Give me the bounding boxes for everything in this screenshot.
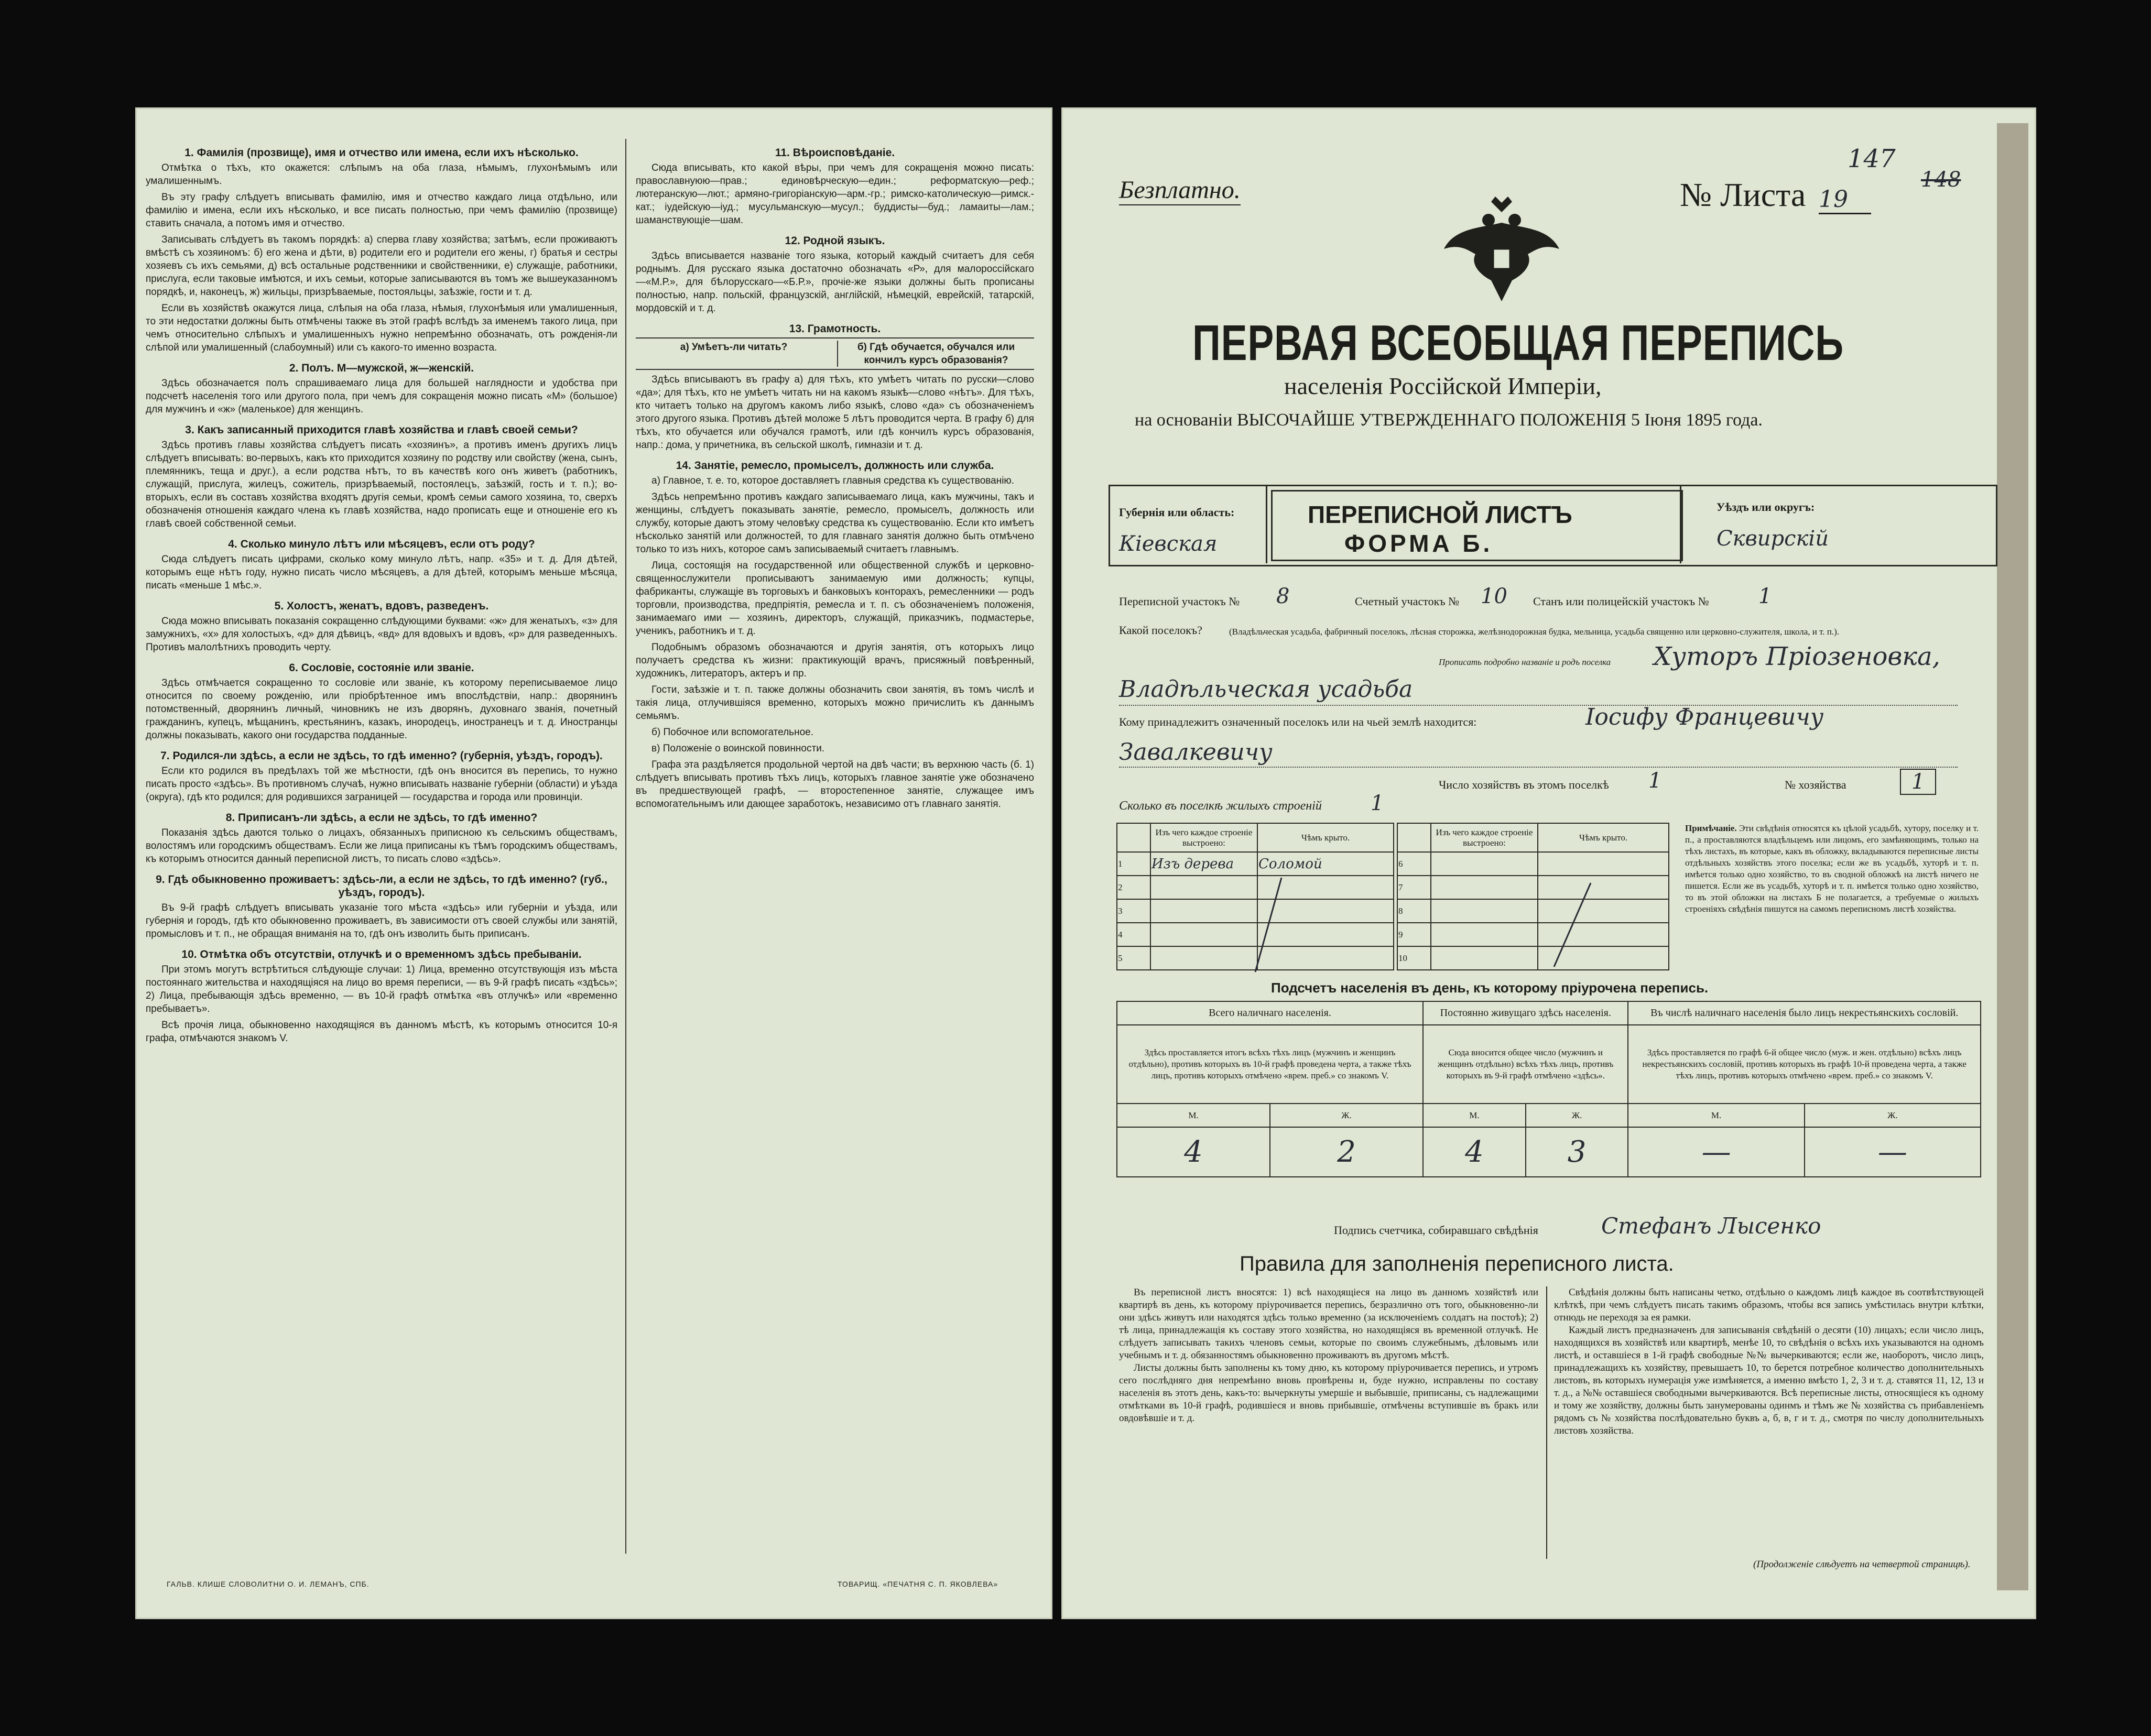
poselok-hint: (Владѣльческая усадьба, фабричный поселокъ, лѣсная сторожка, желѣзнодорожная будка, мельница, усадьба священно или церковно-служителя, школа, и т. п.).: [1229, 627, 1840, 637]
col1-text-3: Если въ хозяйствѣ окажутся лица, слѣпыя на оба глаза, нѣмыя, глухонѣмыя или умалишенныя, то эти недостатки должны быть отмѣчены также въ этой графѣ вслѣдъ за именемъ такого лица, при чемъ относительно слѣпыхъ и умалишенныхъ нужно непремѣнно обозначать, отъ рожденія-ли слѣпой или умалишенный (слабоумный) или съ какого-то именно возраста.: [146, 303, 617, 353]
uchastok-value: 8: [1276, 584, 1290, 608]
household-number-label: № хозяйства: [1785, 778, 1846, 791]
section-4-heading: 4. Сколько минуло лѣтъ или мѣсяцевъ, если отъ роду?: [228, 538, 535, 550]
row-number: 9: [1397, 923, 1431, 946]
col2-text2-5: б) Побочное или вспомогательное.: [651, 727, 813, 738]
schet-value: 10: [1481, 584, 1507, 608]
total-present-desc: Здѣсь проставляется итогъ всѣхъ тѣхъ лицъ (мужчинъ и женщинъ отдѣльно), противъ которыхъ въ 10-й графѣ проведена черта, а также тѣхъ лицъ, противъ которыхъ отмѣчено «врем. преб.» со знакомъ V.: [1117, 1025, 1423, 1104]
row-number: 5: [1117, 946, 1150, 970]
sex-male: М.: [1423, 1104, 1526, 1127]
col2-text2-1: Здѣсь непремѣнно противъ каждаго записываемаго лица, какъ мужчины, такъ и женщины, слѣдуетъ показывать занятіе, ремесло, промыселъ, должность или службу, которые даютъ этому человѣку средства къ существованію. Если кто имѣетъ нѣсколько занятій или должностей, то для главнаго занятія должно быть отмѣчено только то изъ нихъ, которое самъ записываемый считаетъ главнымъ.: [636, 492, 1034, 555]
section-8-heading: 8. Приписанъ-ли здѣсь, а если не здѣсь, то гдѣ именно?: [225, 812, 538, 824]
dotted-line: [1119, 705, 1958, 706]
uezd-label: Уѣздъ или округъ:: [1717, 500, 1815, 514]
count-title: Подсчетъ населенія въ день, къ которому пріурочена перепись.: [1271, 980, 1709, 996]
non-peasant-header: Въ числѣ наличнаго населенія было лицъ некрестьянскихъ сословій.: [1628, 1001, 1981, 1025]
form-subtitle: ФОРМА Б.: [1344, 530, 1493, 557]
sex-male: М.: [1628, 1104, 1804, 1127]
gubernia-value: Кіевская: [1119, 532, 1218, 556]
row-number: 8: [1397, 899, 1431, 923]
col2-text2-3: Подобнымъ образомъ обозначаются и другія занятія, отъ которыхъ лицо получаетъ средства къ жизни: практикующій врачъ, присяжный повѣренный, художникъ, литераторъ, актеръ и пр.: [636, 642, 1034, 679]
population-count-table: [1116, 1001, 1981, 1177]
section-6-heading: 6. Сословіе, состояніе или званіе.: [289, 662, 474, 674]
poselok-value-line1: Хуторъ Пріозеновка,: [1654, 642, 1940, 671]
rules-right-1: Каждый листъ предназначенъ для записыванія свѣдѣній о десяти (10) лицахъ; если число лицъ, находящихся въ хозяйствѣ или квартирѣ, менѣе 10, то свѣдѣнія о всѣхъ ихъ указываются на одномъ листѣ, и оставшіеся в 1-й графѣ свободные №№ вычеркиваются; если же, наоборотъ, число лицъ, принадлежащихъ къ хозяйству, превышаетъ 10, то берется потребное количество дополнительныхъ листовъ, въ которыхъ нумерація уже измѣняется, а именно вмѣсто 1, 2, 3 и т. д. ставятся 11, 12, 13 и т. д., а №№ оставшіеся свободными вычеркиваются. Всѣ переписные листы, относящіеся къ одному и тому же хозяйству, должны быть занумерованы одинмъ и тѣмъ же № хозяйства съ прибавленіемъ рядомъ съ № хозяйства послѣдовательно буквъ а, б, в, г и т. д., смотря по числу дополнительныхъ листовъ хозяйства.: [1554, 1325, 1984, 1436]
free-label: Безплатно.: [1119, 176, 1241, 205]
rules-left-0: Въ переписной листъ вносятся: 1) всѣ находящіеся на лицо въ данномъ хозяйствѣ или квартирѣ въ день, къ которому пріурочивается перепись, безразлично отъ того, обыкновенно-ли они здѣсь живутъ или находятся здѣсь только временно (за исключеніемъ солдатъ на постоѣ); 2) тѣ лица, принадлежащія къ составу этого хозяйства, но находящіяся въ временной отлучкѣ. Не слѣдуетъ записывать такихъ членовъ семьи, которые по своимъ служебнымъ, дѣловымъ или учебнымъ и т. д. обязанностямъ обыкновенно проживаютъ въ другомъ мѣстѣ.: [1119, 1287, 1538, 1361]
owner-label: Кому принадлежитъ означенный поселокъ или на чьей землѣ находится:: [1119, 715, 1477, 728]
left-page: [135, 107, 1052, 1619]
section-10-heading: 10. Отмѣтка объ отсутствіи, отлучкѣ и о временномъ здѣсь пребываніи.: [181, 948, 582, 960]
owner-value-line2: Завалкевичу: [1119, 739, 1273, 766]
dwellings-label: Сколько въ поселкѣ жилыхъ строеній: [1119, 799, 1322, 813]
section-11-text: Сюда вписывать, кто какой вѣры, при чемъ для сокращенія можно писать: православнуюю—прав.; единовѣрческую—един.; реформатскую—реф.; лютеранскую—лют.; армяно-григоріанскую—арм.-гр.; римско-католическую—римск.-кат.; іудейскую—іуд.; мусульманскую—мусул.; буддисты—буд.; ламаиты—лам.; шаманствующіе—шам.: [636, 162, 1034, 226]
total-present-header: Всего наличнаго населенія.: [1117, 1001, 1423, 1025]
col1-text-1: Въ эту графу слѣдуетъ вписывать фамилію, имя и отчество каждаго лица отдѣльно, или фамилію и имена, если ихъ нѣсколько, и все писать полностью, при чемъ фамилію (прозвище) ставить сначала, а потомъ имя и отчество.: [146, 192, 617, 229]
row-number: 2: [1117, 876, 1150, 899]
corner-mark: 148: [1921, 168, 1961, 192]
uchastok-label: Переписной участокъ №: [1119, 595, 1240, 608]
census-decree: на основаніи ВЫСОЧАЙШЕ УТВЕРЖДЕННАГО ПОЛОЖЕНІЯ 5 Іюня 1895 года.: [1135, 410, 1763, 430]
col2-text2-7: Графа эта раздѣляется продольной чертой на двѣ части; въ верхнюю часть (б. 1) слѣдуетъ вписывать противъ тѣхъ лицъ, которыхъ главное занятіе уже обозначено въ предшествующей графѣ, — второстепенное занятіе, служащее имъ вспомогательнымъ или дающее заработокъ, независимо отъ главнаго занятія.: [636, 759, 1034, 810]
roof-header: Чѣмъ крыто.: [1257, 823, 1394, 852]
row-number: 1: [1117, 852, 1150, 876]
stan-value: 1: [1758, 584, 1772, 608]
section-5-text: Сюда можно вписывать показанія сокращенно слѣдующими буквами: «ж» для женатыхъ, «з» для замужнихъ, «х» для холостыхъ, «д» для дѣвицъ, «вд» для вдовыхъ и вдовъ, «р» для разведенныхъ. Противъ малолѣтнихъ проводить черту.: [146, 616, 617, 653]
section-13-heading: 13. Грамотность.: [789, 323, 881, 335]
section-4-text: Сюда слѣдуетъ писать цифрами, сколько кому минуло лѣтъ, напр. «35» и т. д. Для дѣтей, которымъ еще нѣтъ году, нужно писать число мѣсяцевъ, а для дѣтей, которымъ меньше мѣсяца, писать «меньше 1 мѣс.».: [146, 554, 617, 591]
sex-male: М.: [1117, 1104, 1270, 1127]
household-number-value: 1: [1900, 769, 1936, 795]
right-page: [1061, 107, 2036, 1619]
poselok-value-line2: Владѣльческая усадьба: [1119, 676, 1413, 703]
non-peasant-desc: Здѣсь проставляется по графѣ 6-й общее число (муж. и жен. отдѣльно) всѣхъ лицъ некрестьянскихъ сословій, противъ которыхъ въ графѣ 10-й проведена черта, а также тѣхъ лицъ, противъ которыхъ отмѣчено «врем. преб.» со знакомъ V.: [1628, 1025, 1981, 1104]
section-14-heading: 14. Занятіе, ремесло, промыселъ, должность или служба.: [676, 460, 994, 472]
row-number: 6: [1397, 852, 1431, 876]
section-3-text: Здѣсь противъ главы хозяйства слѣдуетъ писать «хозяинъ», а противъ именъ другихъ лицъ слѣдуетъ вписывать: во-первыхъ, какъ кто приходится хозяину по родству или свойству (жена, сынъ, племянникъ, теща и друг.), а если родства нѣтъ, то въ качествѣ кого онъ живетъ (работникъ, служащій, прислуга, жилецъ, сожитель, призрѣваемый, постоялецъ, заѣзжій, гость и т. п.); во-вторыхъ, если въ составъ хозяйства входятъ другія семьи, кромѣ семьи самого хозяина, то, сверхъ обозначенія отношенія каждаго члена къ главѣ хозяйства, надо прописать еще и отношеніе его къ главѣ своей собственной семьи.: [146, 440, 617, 529]
permanent-header: Постоянно живущаго здѣсь населенія.: [1423, 1001, 1628, 1025]
count-value: —: [1805, 1127, 1981, 1177]
census-subtitle: населенія Россійской Имперіи,: [1284, 373, 1602, 399]
households-value: 1: [1648, 769, 1662, 793]
double-headed-eagle-icon: [1439, 191, 1565, 312]
material-header: Изъ чего каждое строеніе выстроено:: [1431, 823, 1538, 852]
stan-label: Станъ или полицейскій участокъ №: [1533, 595, 1709, 608]
section-7-heading: 7. Родился-ли здѣсь, а если не здѣсь, то гдѣ именно? (губернія, уѣздъ, городъ).: [160, 750, 603, 762]
gubernia-label: Губернія или область:: [1119, 506, 1235, 519]
left-column: [146, 139, 617, 1048]
col2-text2-2: Лица, состоящія на государственной или общественной службѣ и церковно-священнослужители прописываютъ занимаемую ими должность; купцы, фабриканты, служащіе въ торговыхъ и банковыхъ конторахъ, ремесленники — родъ торговли, производства, предпріятія, ремесла и т. п. съ обозначеніемъ положенія, занимаемаго ими — хозяинъ, директоръ, служащій, приказчикъ, подмастерье, ученикъ, работникъ и т. д.: [636, 560, 1034, 637]
sheet-number-label: № Листа: [1680, 176, 1806, 213]
literacy-b: б) Гдѣ обучается, обучался или кончилъ курсъ образованія?: [837, 341, 1034, 367]
col2-text2-4: Гости, заѣзжіе и т. п. также должны обозначить свои занятія, въ томъ числѣ и такія лица, отлучившіяся временно, которыхъ можно причислить къ даннымъ семьямъ.: [636, 684, 1034, 722]
note-title: Примѣчаніе.: [1685, 823, 1737, 833]
material-cell: Изъ дерева: [1150, 852, 1257, 876]
material-header: Изъ чего каждое строеніе выстроено:: [1150, 823, 1257, 852]
count-value: 2: [1270, 1127, 1423, 1177]
section-7-text: Если кто родился въ предѣлахъ той же мѣстности, гдѣ онъ вносится въ перепись, то нужно писать просто «здѣсь». Въ противномъ случаѣ, нужно вписывать названіе губерніи (области) и уѣзда (округа), гдѣ кто родился; для родившихся заграницей — государства и города или провинціи.: [146, 766, 617, 803]
strike-lines: [1177, 867, 1648, 977]
col2-text-0: Здѣсь вписываютъ въ графу а) для тѣхъ, кто умѣетъ читать по русски—слово «да»; для тѣхъ, кто не умѣетъ читать ни на какомъ языкѣ—слово «нѣтъ». Для тѣхъ, кто читаетъ только на другомъ какомъ либо языкѣ, слово «да» съ обозначеніемъ этого другого языка. Противъ дѣтей моложе 5 лѣтъ проводится черта. В графу б) для тѣхъ, кто обучается или обучался грамотѣ, или гдѣ кончилъ курсъ образованія, напр.: дома, у причетника, въ сельской школѣ, гимназіи и т. д.: [636, 374, 1034, 451]
section-2-text: Здѣсь обозначается полъ спрашиваемаго лица для большей наглядности и удобства при подсчетѣ населенія того или другого пола, при чемъ для сокращенія можно писать «М» (большое) для мужчинъ и «ж» (маленькое) для женщинъ.: [146, 378, 617, 415]
poselok-instruction: Прописать подробно названіе и родъ поселка: [1439, 657, 1611, 667]
imprint-left: ГАЛЬВ. КЛИШЕ СЛОВОЛИТНИ О. И. ЛЕМАНЪ, СПБ.: [167, 1580, 370, 1588]
owner-value-line1: Іосифу Францевичу: [1585, 704, 1824, 730]
section-3-heading: 3. Какъ записанный приходится главѣ хозяйства и главѣ своей семьи?: [185, 424, 578, 436]
literacy-subheads: [636, 337, 1034, 370]
row-number: 4: [1117, 923, 1150, 946]
column-divider: [625, 139, 626, 1554]
signature-value: Стефанъ Лысенко: [1601, 1213, 1821, 1239]
form-title: ПЕРЕПИСНОЙ ЛИСТЪ: [1308, 501, 1572, 528]
section-12-text: Здѣсь вписывается названіе того языка, который каждый считаетъ для себя роднымъ. Для русскаго языка достаточно обозначать «Р», для малороссійскаго—«М.Р.», для бѣлорусскаго—«Б.Р.», прочіе-же языки должны быть прописаны полностью, напр. польскій, французскій, англійскій, нѣмецкій, еврейскій, татарскій, мордовскій и т. д.: [636, 250, 1034, 314]
section-5-heading: 5. Холостъ, женатъ, вдовъ, разведенъ.: [274, 600, 489, 612]
col1-text-2: Записывать слѣдуетъ въ такомъ порядкѣ: а) сперва главу хозяйства; затѣмъ, если проживаютъ вмѣстѣ съ хозяиномъ: б) его жена и дѣти, в) родители его и родители его жены, г) братья и сестры хозяевъ съ ихъ семьями, д) всѣ остальные родственники и свойственники, е) служащіе, работники, прислуга, если таковые имѣются, и ихъ семьи, которые записываются въ томъ же вышеуказанномъ порядкѣ, и, наконецъ, ж) жильцы, призрѣваемые, постояльцы, заѣзжіе, гости и т. д.: [146, 234, 617, 298]
poselok-label: Какой поселокъ?: [1119, 624, 1202, 637]
sex-female: Ж.: [1805, 1104, 1981, 1127]
rules-title: Правила для заполненія переписного листа.: [1240, 1252, 1674, 1275]
section-6-text: Здѣсь отмѣчается сокращенно то сословіе или званіе, къ которому переписываемое лицо относится по своему рожденію, или пріобрѣтенное имъ впослѣдствіи, напр.: дворянинъ потомственный, дворянинъ личный, чиновникъ не изъ дворянъ, духовнаго званія, почетный гражданинъ, купецъ, мѣщанинъ, крестьянинъ, казакъ, инородецъ, иностранецъ и т. д. Иностранцы должны показывать, какого они государства подданные.: [146, 678, 617, 741]
col1-text-0: Отмѣтка о тѣхъ, кто окажется: слѣпымъ на оба глаза, нѣмымъ, глухонѣмымъ или умалишеннымъ.: [146, 162, 617, 187]
census-title: ПЕРВАЯ ВСЕОБЩАЯ ПЕРЕПИСЬ: [1192, 315, 1844, 371]
buildings-note: [1685, 823, 1979, 915]
permanent-desc: Сюда вносится общее число (мужчинъ и женщинъ отдѣльно) всѣхъ тѣхъ лицъ, противъ которыхъ въ 9-й графѣ отмѣчено «здѣсь».: [1423, 1025, 1628, 1104]
row-number: 10: [1397, 946, 1431, 970]
rules-left-column: [1119, 1286, 1538, 1425]
col2-text2-6: в) Положеніе о воинской повинности.: [651, 743, 825, 754]
rules-left-1: Листы должны быть заполнены къ тому дню, къ которому пріурочивается перепись, и утромъ сего послѣдняго дня непремѣнно вновь провѣрены и, буде нужно, исправлены по составу населенія въ этотъ день, какъ-то: вычеркнуты умершіе и выбывшіе, приписаны, съ надлежащими отмѣтками въ 10-й графѣ, родившіеся и вновь прибывшіе, отмѣчены вступившіе въ бракъ или овдовѣвшіе и т. д.: [1119, 1362, 1538, 1424]
rules-divider: [1546, 1286, 1547, 1559]
imprint-right: ТОВАРИЩ. «ПЕЧАТНЯ С. П. ЯКОВЛЕВА»: [838, 1580, 998, 1588]
sex-female: Ж.: [1526, 1104, 1628, 1127]
corner-page-number: 147: [1848, 144, 1896, 173]
roof-header: Чѣмъ крыто.: [1538, 823, 1669, 852]
section-8-text: Показанія здѣсь даются только о лицахъ, обязанныхъ приписною къ сельскимъ обществамъ, волостямъ или городскимъ обществамъ. Если же лица приписаны къ тѣмъ городскимъ обществамъ, къ которымъ относится данный переписной листъ, то писать слово «здѣсь».: [146, 827, 617, 865]
rules-right-0: Свѣдѣнія должны быть написаны четко, отдѣльно о каждомъ лицѣ каждое въ соотвѣтствующей клѣткѣ, при чемъ слѣдуетъ писать такимъ образомъ, чтобы вся запись умѣстилась внутри клѣтки, отнюдь не переходя за ея рамки.: [1554, 1287, 1984, 1323]
dotted-line: [1119, 767, 1958, 768]
section-9-heading: 9. Гдѣ обыкновенно проживаетъ: здѣсь-ли, а если не здѣсь, то гдѣ именно? (губ., уѣздъ, городъ).: [156, 874, 607, 899]
row-number: 7: [1397, 876, 1431, 899]
section-11-heading: 11. Вѣроисповѣданіе.: [775, 147, 895, 159]
roof-cell: Соломой: [1257, 852, 1394, 876]
signature-label: Подпись счетчика, собиравшаго свѣдѣнія: [1334, 1224, 1538, 1237]
count-value: —: [1628, 1127, 1804, 1177]
households-label: Число хозяйствъ въ этомъ поселкѣ: [1439, 778, 1609, 791]
uezd-value: Сквирскій: [1717, 527, 1829, 551]
sheet-number-value: 19: [1819, 186, 1871, 214]
note-text: Эти свѣдѣнія относятся къ цѣлой усадьбѣ, хутору, поселку и т. п., а проставляются владѣльцемъ или лицомъ, его замѣняющимъ, только на тѣхъ листахъ, въ которые, какъ въ обложку, вкладываются переписные листы отдѣльныхъ хозяйствъ этого поселка; если же въ усадьбѣ, хуторѣ и т. п. имѣется только одно хозяйство, то въ сводной обложкѣ на листѣ ничего не пишется. Если же въ усадьбѣ, хуторѣ и т. п. имѣется только одно хозяйство, то въ этой обложки на листахъ Б не полагается, а требуемые о жилыхъ строеніяхъ свѣдѣнія пишутся на самомъ переписномъ листѣ хозяйства.: [1685, 823, 1979, 914]
section-12-heading: 12. Родной языкъ.: [785, 235, 885, 247]
col1-extra-1: Всѣ прочія лица, обыкновенно находящіяся въ данномъ мѣстѣ, къ которымъ относится 10-я графа, отмѣчаются знакомъ V.: [146, 1020, 617, 1044]
schet-label: Счетный участокъ №: [1355, 595, 1460, 608]
literacy-a: а) Умѣетъ-ли читать?: [680, 342, 788, 353]
page-edge-ribbon: [1997, 123, 2028, 1590]
rules-continuation: (Продолженіе слѣдуетъ на четвертой страницѣ).: [1753, 1559, 1971, 1570]
rules-right-column: [1554, 1286, 1984, 1437]
count-value: 3: [1526, 1127, 1628, 1177]
dwellings-value: 1: [1371, 791, 1384, 815]
right-column: [636, 139, 1034, 814]
count-value: 4: [1423, 1127, 1526, 1177]
sex-female: Ж.: [1270, 1104, 1423, 1127]
col2-text2-0: а) Главное, т. е. то, которое доставляетъ главныя средства къ существованію.: [651, 475, 1014, 486]
count-value: 4: [1117, 1127, 1270, 1177]
section-1-heading: 1. Фамилія (прозвище), имя и отчество или имена, если ихъ нѣсколько.: [184, 147, 579, 159]
divider: [1266, 485, 1267, 563]
row-number: 3: [1117, 899, 1150, 923]
section-9-text: Въ 9-й графѣ слѣдуетъ вписывать указаніе того мѣста «здѣсь» или губерніи и уѣзда, или губернія и городъ, гдѣ кто обыкновенно проживаетъ, въ зависимости отъ своей службы или занятій, промысловъ и т. п., не обращая вниманія на то, гдѣ онъ изволить быть приписанъ.: [146, 902, 617, 940]
section-2-heading: 2. Полъ. М—мужской, ж—женскій.: [289, 362, 474, 374]
col1-extra-0: При этомъ могутъ встрѣтиться слѣдующіе случаи: 1) Лица, временно отсутствующія изъ мѣста постояннаго жительства и находящіяся на лицо во время переписи, — въ 9-й графѣ писать «здѣсь»; 2) Лица, пребывающія здѣсь временно, — въ 10-й графѣ отмѣтка «въ отлучкѣ» или «временно пребываетъ».: [146, 964, 617, 1014]
